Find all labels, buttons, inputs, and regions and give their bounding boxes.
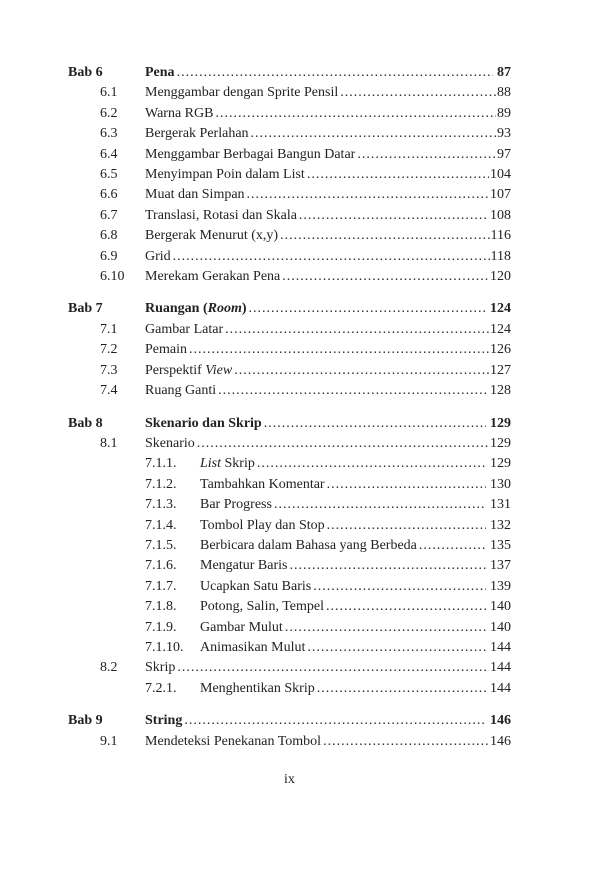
dot-leader bbox=[326, 597, 486, 617]
entry-number: 7.1 bbox=[100, 321, 118, 337]
entry-title bbox=[200, 516, 325, 536]
dot-leader bbox=[307, 638, 486, 658]
dot-leader bbox=[419, 536, 486, 556]
entry-page-number: 132 bbox=[490, 517, 511, 533]
entry-page-number: 107 bbox=[490, 187, 511, 203]
entry-page-number: 118 bbox=[490, 248, 511, 264]
entry-page-number: 139 bbox=[490, 578, 511, 594]
entry-title-text: Pena bbox=[145, 65, 175, 80]
toc-entry-6.1 bbox=[68, 83, 511, 103]
entry-page-number: 135 bbox=[490, 537, 511, 553]
entry-title-text: Ruang Ganti bbox=[145, 383, 217, 399]
entry-title bbox=[200, 454, 255, 474]
entry-page-number: 146 bbox=[490, 713, 511, 729]
entry-title-text: ) bbox=[241, 301, 247, 317]
entry-title bbox=[145, 63, 175, 83]
entry-title-text: Skenario bbox=[145, 435, 195, 451]
toc-entry-7.1.9 bbox=[68, 618, 511, 638]
entry-title-text: Tambahkan Komentar bbox=[200, 476, 325, 492]
dot-leader bbox=[173, 247, 490, 267]
entry-number: 7.2 bbox=[100, 342, 118, 358]
entry-title-text: Pemain bbox=[145, 342, 187, 358]
entry-number: 7.4 bbox=[100, 383, 118, 399]
entry-page-number: 108 bbox=[490, 207, 511, 223]
entry-number: 7.1.1. bbox=[145, 456, 177, 472]
toc-entry-6.4 bbox=[68, 145, 511, 165]
entry-number: 7.3 bbox=[100, 362, 118, 378]
toc-entry-7.1.5 bbox=[68, 536, 511, 556]
toc-entry-8.1 bbox=[68, 434, 511, 454]
entry-title-text: Bergerak Menurut (x,y) bbox=[145, 228, 279, 244]
entry-number: 7.1.9. bbox=[145, 619, 177, 635]
entry-number: 8.2 bbox=[100, 660, 118, 676]
entry-title bbox=[145, 104, 213, 124]
toc-entry-6.2 bbox=[68, 104, 511, 124]
entry-title-text: Skrip bbox=[221, 456, 255, 472]
entry-title bbox=[145, 434, 195, 454]
dot-leader bbox=[249, 299, 486, 319]
dot-leader bbox=[285, 618, 486, 638]
dot-leader bbox=[289, 556, 486, 576]
entry-page-number: 127 bbox=[490, 362, 511, 378]
entry-title bbox=[200, 577, 311, 597]
entry-number: 7.1.5. bbox=[145, 537, 177, 553]
entry-title bbox=[145, 414, 262, 434]
dot-leader bbox=[177, 63, 493, 83]
entry-page-number: 146 bbox=[490, 733, 511, 749]
entry-number: 7.1.6. bbox=[145, 558, 177, 574]
dot-leader bbox=[197, 434, 489, 454]
entry-title bbox=[200, 536, 417, 556]
entry-title bbox=[145, 732, 321, 752]
entry-title bbox=[200, 638, 305, 658]
entry-title-text: Bergerak Perlahan bbox=[145, 126, 249, 142]
entry-page-number: 140 bbox=[490, 599, 511, 615]
dot-leader bbox=[257, 454, 486, 474]
entry-title-text: Skenario dan Skrip bbox=[145, 415, 262, 431]
entry-title-text: String bbox=[145, 713, 183, 729]
entry-title-text: Mendeteksi Penekanan Tombol bbox=[145, 733, 322, 749]
dot-leader bbox=[280, 226, 489, 246]
entry-title-text: Gambar Latar bbox=[145, 321, 224, 337]
entry-title bbox=[145, 267, 280, 287]
entry-page-number: 131 bbox=[490, 497, 511, 513]
dot-leader bbox=[225, 320, 489, 340]
entry-title bbox=[145, 226, 278, 246]
entry-title-text: Gambar Mulut bbox=[200, 619, 283, 635]
toc-entry-7.4 bbox=[68, 381, 511, 401]
entry-title bbox=[145, 320, 223, 340]
entry-number: Bab 6 bbox=[68, 65, 103, 80]
entry-page-number: 116 bbox=[490, 228, 511, 244]
toc-entry-7.1.8 bbox=[68, 597, 511, 617]
entry-page-number: 87 bbox=[497, 65, 511, 80]
dot-leader bbox=[327, 475, 486, 495]
entry-page-number: 97 bbox=[497, 146, 511, 162]
dot-leader bbox=[184, 711, 486, 731]
dot-leader bbox=[234, 361, 489, 381]
dot-leader bbox=[313, 577, 486, 597]
entry-title bbox=[145, 165, 305, 185]
entry-title-text: Perspektif bbox=[145, 362, 206, 378]
toc-entry-8.2 bbox=[68, 658, 511, 678]
entry-page-number: 120 bbox=[490, 269, 511, 285]
entry-title bbox=[145, 185, 245, 205]
toc-entry-6.5 bbox=[68, 165, 511, 185]
entry-title-text: Muat dan Simpan bbox=[145, 187, 245, 203]
entry-title-text: Menyimpan Poin dalam List bbox=[145, 167, 305, 183]
dot-leader bbox=[218, 381, 489, 401]
entry-title bbox=[200, 556, 287, 576]
entry-page-number: 130 bbox=[490, 476, 511, 492]
entry-title bbox=[200, 679, 315, 699]
entry-page-number: 124 bbox=[490, 301, 511, 317]
entry-title-text: Tombol Play dan Stop bbox=[200, 517, 325, 533]
toc-entry-6.9 bbox=[68, 247, 511, 267]
toc-entry-bab-7 bbox=[68, 299, 511, 319]
dot-leader bbox=[317, 679, 486, 699]
entry-number: 6.8 bbox=[100, 228, 118, 244]
entry-number: 6.5 bbox=[100, 167, 118, 183]
page-number-footer: ix bbox=[284, 772, 295, 787]
entry-title bbox=[145, 124, 249, 144]
entry-number: 6.4 bbox=[100, 146, 118, 162]
toc-entry-bab-9 bbox=[68, 711, 511, 731]
toc-entry-6.10 bbox=[68, 267, 511, 287]
entry-page-number: 88 bbox=[497, 85, 511, 101]
toc-entry-bab-6 bbox=[68, 63, 511, 83]
entry-title-italic: View bbox=[205, 362, 233, 378]
entry-number: 6.3 bbox=[100, 126, 118, 142]
entry-number: 6.1 bbox=[100, 85, 118, 101]
toc-entry-7.1.3 bbox=[68, 495, 511, 515]
entry-title bbox=[145, 247, 171, 267]
entry-number: 9.1 bbox=[100, 733, 118, 749]
entry-title-italic: Room bbox=[207, 301, 242, 317]
entry-title-text: Menghentikan Skrip bbox=[200, 680, 315, 696]
toc-entry-6.7 bbox=[68, 206, 511, 226]
toc-entry-6.8 bbox=[68, 226, 511, 246]
entry-title-text: Berbicara dalam Bahasa yang Berbeda bbox=[200, 537, 417, 553]
entry-title-text: Animasikan Mulut bbox=[200, 639, 306, 655]
entry-title bbox=[145, 299, 247, 319]
entry-number: 6.10 bbox=[100, 269, 125, 285]
entry-title-text: Menggambar Berbagai Bangun Datar bbox=[145, 146, 356, 162]
dot-leader bbox=[357, 145, 496, 165]
entry-number: 6.2 bbox=[100, 105, 118, 121]
entry-title-italic: List bbox=[200, 456, 222, 472]
entry-page-number: 129 bbox=[490, 415, 511, 431]
toc-entry-7.1.1 bbox=[68, 454, 511, 474]
entry-page-number: 126 bbox=[490, 342, 511, 358]
dot-leader bbox=[307, 165, 489, 185]
entry-title-text: Ucapkan Satu Baris bbox=[200, 578, 312, 594]
entry-page-number: 124 bbox=[490, 321, 511, 337]
entry-title-text: Merekam Gerakan Pena bbox=[145, 269, 281, 285]
entry-page-number: 140 bbox=[490, 619, 511, 635]
entry-title bbox=[145, 83, 338, 103]
table-of-contents bbox=[68, 63, 511, 752]
dot-leader bbox=[215, 104, 496, 124]
entry-title bbox=[145, 340, 187, 360]
toc-entry-7.2 bbox=[68, 340, 511, 360]
entry-title bbox=[145, 145, 355, 165]
entry-page-number: 129 bbox=[490, 435, 511, 451]
entry-number: 8.1 bbox=[100, 435, 118, 451]
entry-title-text: Skrip bbox=[145, 660, 176, 676]
entry-number: 7.2.1. bbox=[145, 680, 177, 696]
entry-page-number: 128 bbox=[490, 383, 511, 399]
entry-title bbox=[145, 658, 175, 678]
entry-title-text: Ruangan ( bbox=[145, 301, 208, 317]
dot-leader bbox=[177, 658, 489, 678]
entry-title-text: Mengatur Baris bbox=[200, 558, 288, 574]
entry-number: 6.7 bbox=[100, 207, 118, 223]
entry-title-text: Menggambar dengan Sprite Pensil bbox=[145, 85, 339, 101]
toc-entry-bab-8 bbox=[68, 414, 511, 434]
entry-page-number: 137 bbox=[490, 558, 511, 574]
entry-title bbox=[145, 361, 232, 381]
dot-leader bbox=[282, 267, 489, 287]
entry-number: 7.1.7. bbox=[145, 578, 177, 594]
entry-page-number: 93 bbox=[497, 126, 511, 142]
entry-page-number: 104 bbox=[490, 167, 511, 183]
entry-number: 7.1.3. bbox=[145, 497, 177, 513]
entry-title-text: Translasi, Rotasi dan Skala bbox=[145, 207, 297, 223]
entry-number: 7.1.4. bbox=[145, 517, 177, 533]
dot-leader bbox=[327, 516, 486, 536]
dot-leader bbox=[323, 732, 489, 752]
toc-entry-7.1.10 bbox=[68, 638, 511, 658]
entry-number: 7.1.2. bbox=[145, 476, 177, 492]
entry-title-text: Potong, Salin, Tempel bbox=[200, 599, 324, 615]
toc-entry-9.1 bbox=[68, 732, 511, 752]
entry-title bbox=[200, 475, 325, 495]
entry-number: 6.9 bbox=[100, 248, 118, 264]
entry-title-text: Grid bbox=[145, 248, 171, 264]
toc-entry-7.2.1 bbox=[68, 679, 511, 699]
entry-title bbox=[145, 711, 182, 731]
dot-leader bbox=[251, 124, 496, 144]
dot-leader bbox=[340, 83, 496, 103]
entry-number: 7.1.8. bbox=[145, 599, 177, 615]
entry-page-number: 129 bbox=[490, 456, 511, 472]
dot-leader bbox=[264, 414, 486, 434]
dot-leader bbox=[299, 206, 489, 226]
entry-page-number: 144 bbox=[490, 680, 511, 696]
entry-number: 7.1.10. bbox=[145, 639, 184, 655]
toc-entry-7.1.4 bbox=[68, 516, 511, 536]
dot-leader bbox=[247, 185, 489, 205]
entry-page-number: 144 bbox=[490, 660, 511, 676]
toc-content bbox=[68, 63, 511, 790]
entry-title bbox=[200, 597, 324, 617]
entry-title bbox=[200, 618, 283, 638]
dot-leader bbox=[274, 495, 486, 515]
entry-number: Bab 7 bbox=[68, 301, 103, 317]
toc-entry-6.6 bbox=[68, 185, 511, 205]
entry-title-text: Bar Progress bbox=[200, 497, 272, 513]
entry-title bbox=[145, 381, 216, 401]
toc-entry-7.1 bbox=[68, 320, 511, 340]
toc-entry-7.3 bbox=[68, 361, 511, 381]
entry-number: 6.6 bbox=[100, 187, 118, 203]
toc-entry-6.3 bbox=[68, 124, 511, 144]
entry-title bbox=[200, 495, 272, 515]
entry-page-number: 89 bbox=[497, 105, 511, 121]
toc-entry-7.1.2 bbox=[68, 475, 511, 495]
dot-leader bbox=[189, 340, 489, 360]
entry-page-number: 144 bbox=[490, 639, 511, 655]
entry-number: Bab 8 bbox=[68, 415, 103, 431]
toc-entry-7.1.7 bbox=[68, 577, 511, 597]
entry-number: Bab 9 bbox=[68, 713, 103, 729]
toc-entry-7.1.6 bbox=[68, 556, 511, 576]
entry-title-text: Warna RGB bbox=[145, 105, 214, 121]
entry-title bbox=[145, 206, 297, 226]
